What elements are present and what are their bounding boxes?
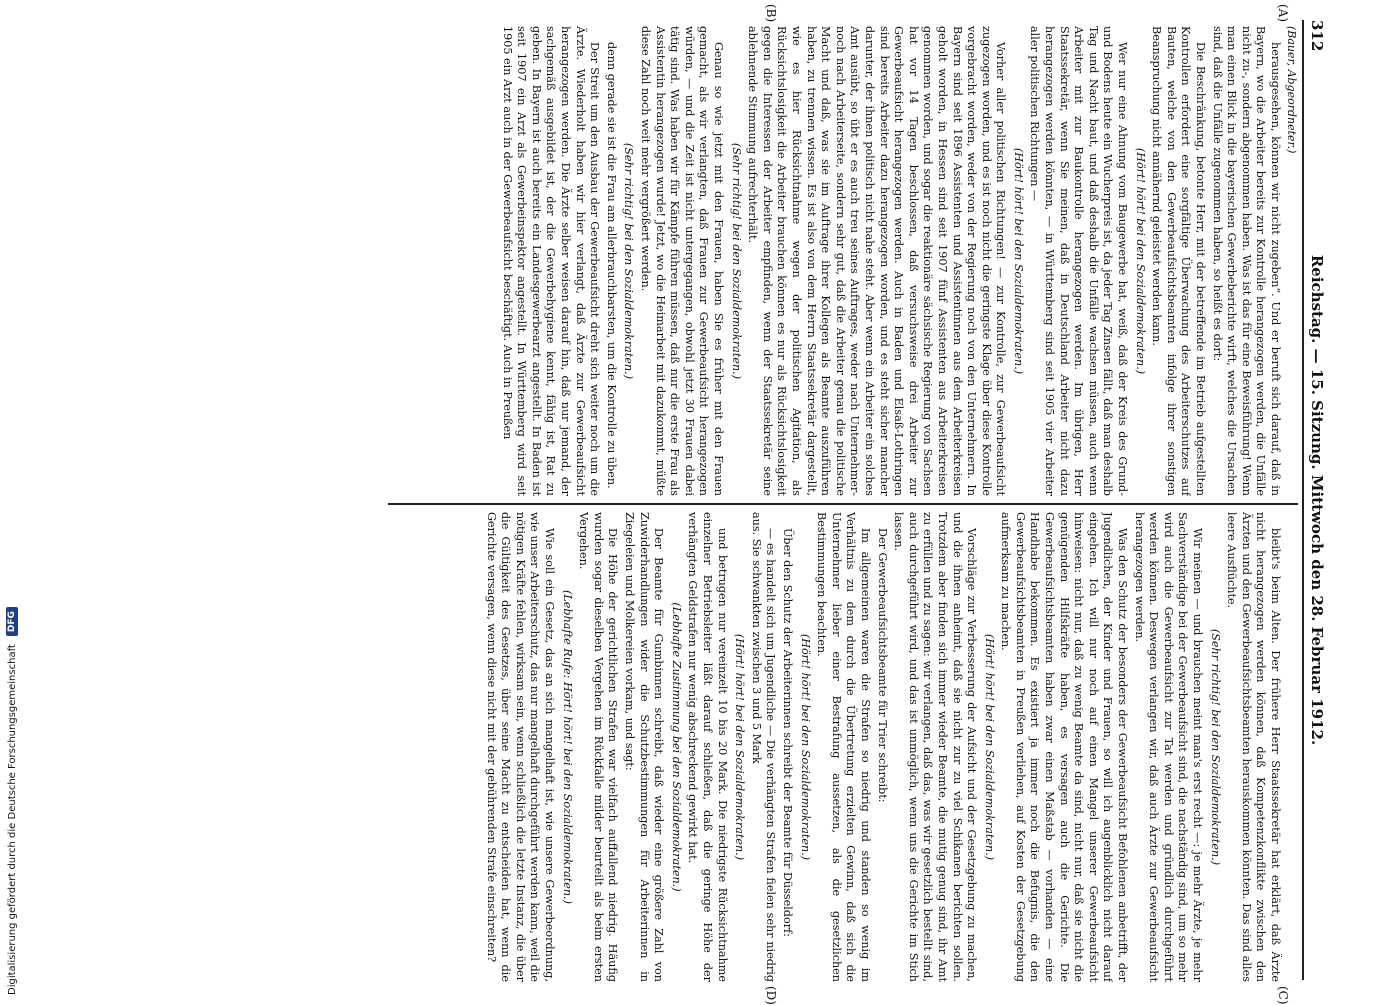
interjection-note: (Sehr richtig! bei den Sozialdemokraten.)	[1208, 628, 1222, 866]
paragraph: — es handelt sich um Jugendliche — Die verhängten Strafen fielen sehr niedrig aus. Sie schwankten zwischen 3 und 5 Mark	[749, 512, 778, 982]
digitization-credit	[4, 0, 20, 995]
paragraph: Vorher aller politischen Richtungen! — zur Kontrolle, zur Gewerbeaufsicht zugezogen worden, und es ist noch nicht die geringste Klage über diese Kontrolle vorgebracht worden, weder von der Regierung noch von den Unternehmern. In Bayern sind seit 1896 Assistenten und Assistentinnen aus dem Arbeiterkreisen geholt worden, in Hessen sind seit 1907 fünf Assistenten aus Arbeiterkreisen genommen worden, und sogar die reaktionäre sächsische Regierung von Sachsen hat vor 14 Tagen beschlossen, daß versuchsweise drei Arbeiter zur Gewerbeaufsicht herangezogen werden. Auch in Baden und Elsaß-Lothringen sind bereits Arbeiter dazu herangezogen worden, und es steht sicher mancher darunter, der ihnen politisch nicht nahe steht. Aber wenn ein Arbeiter ein solches Amt ausübt, so übt er es auch treu seines Auftrages, weder nach Unternehmer- noch nach Arbeiterseite, sondern sehr gut, daß die Arbeiter genau die politische Macht und daß, was sie im Auftrage ihrer Kollegen als Beamte auszuführen haben, zu trennen wissen. Es ist also von dem Herrn Staatssekretär dargestellt, wie es hier Rücksichtnahme wegen der politischen Agitation, als Rücksichtslosigkeit die Arbeiter brauchen können es nur als Rücksichtslosigkeit gegen die Interessen der Arbeiter empfinden, wenn der Staatssekretär seine ablehnende Stimmung aufrechterhält.	[746, 26, 1008, 496]
interjection-note: (Hört! hört! bei den Sozialdemokraten.)	[1011, 147, 1025, 375]
paragraph: Im allgemeinen waren die Strafen so niedrig und standen so wenig im Verhältnis zu dem durch die Übertretung erzielten Gewinn, daß sich die Unternehmer lieber einer Bestrafung aussetzen, als die gesetzlichen Bestimmungen beachten.	[815, 512, 872, 982]
interjection-note: (Hört! hört! bei den Sozialdemokraten.)	[733, 633, 747, 861]
dfg-logo: DFG	[6, 607, 18, 636]
interjection-note: (Hört! hört! bei den Sozialdemokraten.)	[1133, 147, 1147, 375]
interjection-note: (Lebhafte Zustimmung bei den Sozialdemokraten.)	[669, 602, 683, 892]
interjection-note: (Hört! hört! bei den Sozialdemokraten.)	[798, 633, 812, 861]
paragraph: Über den Schutz der Arbeiterinnen schreibt der Beamte für Düsseldorf:	[781, 528, 794, 937]
margin-marker-b: (B)	[764, 4, 778, 23]
left-column	[388, 26, 1282, 496]
paragraph: Vorschläge zur Verbesserung der Aufsicht und der Gesetzgebung zu machen, und die ihnen anheimt, daß sie nicht zur zu viel Schikanen berichten sollen. Trotzdem aber finden sich immer wieder Beamte, die mutig genug sind, ihr Amt zu erfüllen und zu sagen: wir verlangen, daß das, was wir gesetzlich bestellt sind, auch durchgeführt wird, und das ist unmöglich, wenn uns die Gerichte im Stich lassen.	[892, 512, 979, 982]
paragraph: bleibt's beim Alten. Der frühere Herr Staatssekretär hat erklärt, daß Ärzte nicht herangezogen werden können, daß Kompetenzkonflikte zwischen den Ärzten und den Gewerbeaufsichtsbeamten herauskommen könnten. Das sind alles leere Ausflüchte.	[1225, 512, 1282, 982]
margin-marker-a: (A)	[1276, 4, 1290, 23]
paragraph: Der Gewerbeaufsichtsbeamte für Trier schreibt:	[875, 528, 889, 803]
right-column	[388, 512, 1282, 982]
column-divider	[388, 503, 1298, 505]
paragraph: Der Beamte für Gumbinnen schreibt, daß wieder eine größere Zahl von Zuwiderhandlungen wider die Schutzbestimmungen für Arbeiterinnen in Ziegeleien und Molkereien vorkam, und sagt:	[623, 512, 666, 982]
paragraph: Die Beschränkung, betonte Herr, mit der betreffende im Betrieb aufgestellten Kontrollen erfordert eine sorgfältige Überwachung des Arbeiterschutzes auf Bauten, welche von den Gewerbeaufsichtsbeamten infolge ihrer sonstigen Beanspruchung nicht annähernd geleistet werden kann.	[1150, 26, 1208, 496]
paragraph: Wir meinen — und brauchen meint man's erst recht —: je mehr Ärzte, je mehr Sachverständige bei der Gewerbeaufsicht sind, die nachständig sind, um so mehr wird auch die Gewerbeaufsicht zur Tat werden und gründlich durchgeführt werden können. Deswegen verlangen wir, daß auch Ärzte zur Gewerbeaufsicht herangezogen werden.	[1132, 512, 1205, 982]
interjection-note: (Sehr richtig! bei den Sozialdemokraten.)	[622, 142, 636, 380]
margin-marker-d: (D)	[764, 986, 778, 1005]
page-header	[1302, 20, 1328, 980]
margin-marker-c: (C)	[1276, 986, 1290, 1005]
paragraph: und betrugen nur vereinzelt 10 bis 20 Mark. Die niedrigste Rücksichtnahme einzelner Betriebsleiter läßt darauf schließen, daß die geringe Höhe der verhängten Geldstrafen nur wenig abschreckend gewirkt hat.	[686, 512, 729, 982]
interjection-note: (Sehr richtig! bei den Sozialdemokraten.)	[729, 142, 743, 380]
paragraph: Was den Schutz der besonders der Gewerbeaufsicht Befohlenen anbetrifft, der Jugendlichen, der Kinder und Frauen, so will ich augenblicklich nicht darauf eingehen. Ich will nur noch auf einen Mangel unserer Gewerbeaufsicht hinweisen: nicht nur, daß zu wenig Beamte da sind, nicht nur, daß sie nicht die genügenden Hilfskräfte haben, es versagen auch die Gerichte. Die Gewerbeaufsichtsbeamten haben zwar einen Maßstab — vorhanden — eine Handhabe bekommen. Es existiert ja immer noch die Befugnis, die den Gewerbeaufsichtsbeamten in Preußen verliehen, auf Kosten der Gesetzgebung aufmerksam zu machen.	[999, 512, 1130, 982]
page-header-title: Reichstag. — 15. Sitzung. Mittwoch den 28. Februar 1912.	[1308, 254, 1326, 746]
paragraph: Wer nur eine Ahnung vom Baugewerbe hat, weiß, daß der Kreis des Grund- und Bodens heute ein Wucherpreis ist, da jeder Tag Zinsen fällt, daß man deshalb Tag und Nacht baut, und daß deshalb die Unfälle wachsen müssen, auch wenn Arbeiter mit zur Baukontrolle herangezogen werden. Im übrigen, Herr Staatssekretär, wenn Sie meinen, daß in Deutschland Arbeiter nicht dazu herangezogen werden könnten, — in Württemberg sind seit 1905 vier Arbeiter aller politischen Richtungen —	[1028, 26, 1130, 496]
scanned-page	[378, 0, 1338, 1005]
credit-text: Digitalisierung gefördert durch die Deutsche Forschungsgemeinschaft	[6, 644, 18, 995]
interjection-note: (Hört! hört! bei den Sozialdemokraten.)	[982, 633, 996, 861]
paragraph: Der Streit um den Ausbau der Gewerbeaufsicht dreht sich weiter noch um die Ärzte. Wiederholt haben wir hier verlangt, daß Ärzte zur Gewerbeaufsicht herangezogen werden. Die Ärzte selber weisen darauf hin, daß nur jemand, der sachgemäß ausgebildet ist, der die Gewerbehygiene kennt, fähig ist, Rat zu geben. In Bayern ist auch bereits ein Landesgewerbearzt angestellt. In Baden ist seit 1907 ein Arzt als Gewerbeinspektor angestellt. In Württemberg wird seit 1905 ein Arzt auch in der Gewerbeaufsicht beschäftigt. Auch in Preußen	[500, 26, 602, 496]
paragraph: Die Höhe der gerichtlichen Strafen war vielfach auffallend niedrig. Häufig wurden sogar dieselben Vergehen im Rückfalle milder beurteilt als beim ersten Vergehen.	[577, 512, 620, 982]
page-number: 312	[1308, 20, 1326, 52]
paragraph: herausgesehen, können wir nicht zugeben“. Und er beruft sich darauf, daß in Bayern, wo die Arbeiter bereits zur Kontrolle herangezogen werden, die Unfälle nicht zu-, sondern abgenommen haben. Was ist das für eine Beweisführung! Wenn man einen Blick in die bayerischen Gewerbeberichte wirft, welches die Ursachen sind, daß die Unfälle zugenommen haben, so heißt es dort:	[1210, 26, 1282, 496]
speaker-line: (Bauer, Abgeordneter.)	[1285, 26, 1298, 154]
paragraph: Genau so wie jetzt mit den Frauen, haben Sie es früher mit den Frauen gemacht, als wir verlangten, daß Frauen zur Gewerbeaufsicht herangezogen würden, — und die Zeit ist nicht untergegangen, obwohl jetzt 30 Frauen dabei tätig sind. Was haben wir für Kämpfe führen müssen, daß nur die erste Frau als Assistentin herangezogen wurde! Jetzt, wo die Heimarbeit mit dazukommt, müßte diese Zahl noch weit mehr vergrößert werden.	[639, 26, 726, 496]
paragraph: denn gerade sie ist die Frau am allerbrauchbarsten, um die Kontrolle zu üben.	[604, 42, 618, 489]
interjection-note: (Lebhafte Rufe: Hört! hört! bei den Sozialdemokraten.)	[560, 590, 574, 904]
paragraph: Wie soll ein Gesetz, das an sich mangelhaft ist, wie unsere Gewerbeordnung, wie unser Arbeiterschutz, das nur mangelhaft durchgeführt werden kann, weil die nötigen Kräfte fehlen, wirksam sein, wenn schließlich die letzte Instanz, die über die Gültigkeit des Gesetzes, über seine Macht zu entscheiden hat, wenn die Gerichte versagen, wenn diese nicht mit der gebührenden Strafe einschreiten?	[484, 512, 557, 982]
